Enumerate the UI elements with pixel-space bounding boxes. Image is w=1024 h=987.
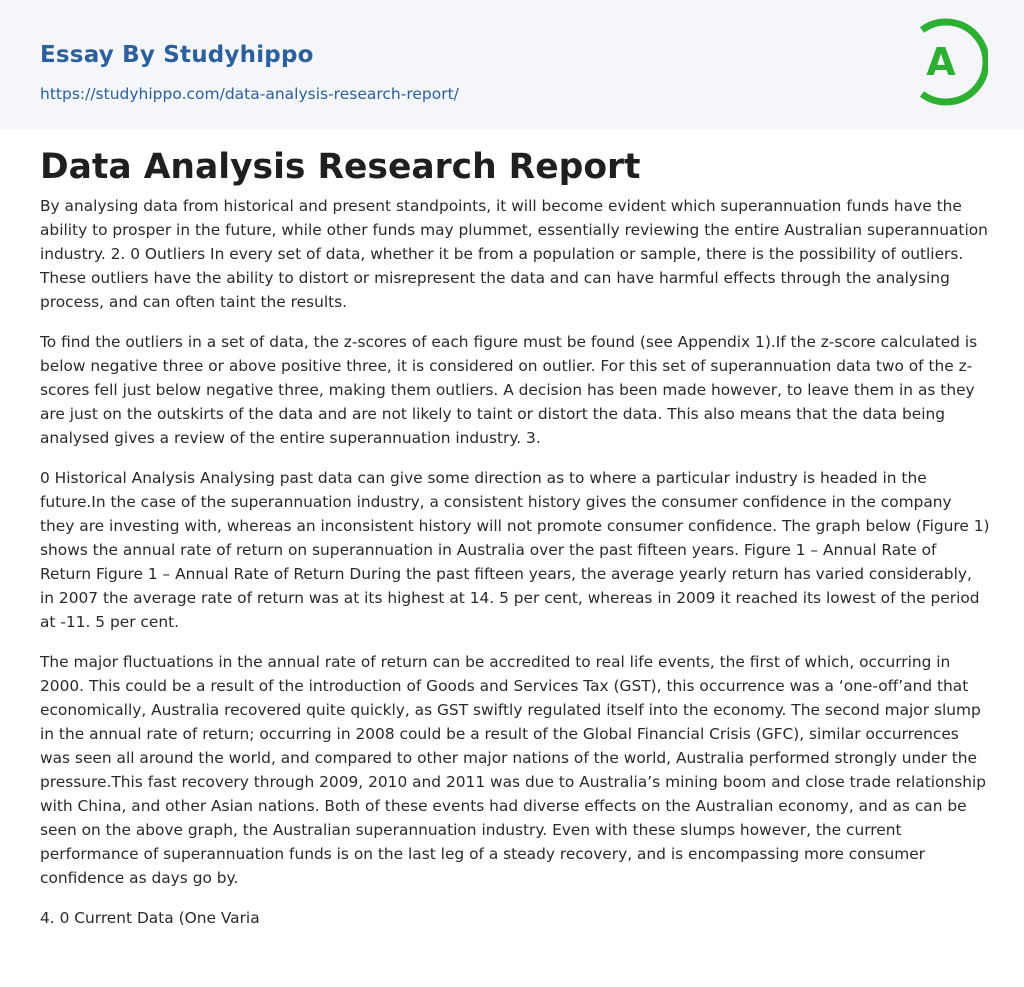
paragraph-historical-analysis: 0 Historical Analysis Analysing past data can give some direction as to where a particular industry is headed in the future.In the case of the superannuation industry, a consistent history gives the consumer confidence in the company they are investing with, whereas an inconsistent history will not promote consumer confidence. The graph below (Figure 1) shows the annual rate of return on superannuation in Australia over the past fifteen years. Figure 1 – Annual Rate of Return Figure 1 – Annual Rate of Return During the past fifteen years, the average yearly return has varied considerably, in 2007 the average rate of return was at its highest at 14. 5 per cent, whereas in 2009 it reached its lowest of the period at -11. 5 per cent. [40, 469, 990, 631]
document-title: Data Analysis Research Report [40, 147, 641, 187]
paragraph-outliers: To find the outliers in a set of data, the z-scores of each figure must be found (see Appendix 1).If the z-score calculated is below negative three or above positive three, it is considered on outlier. For this set of superannuation data two of the z-scores fell just below negative three, making them outliers. A decision has been made however, to leave them in as they are just on the outskirts of the data and are not likely to taint or distort the data. This also means that the data being analysed gives a review of the entire superannuation industry. 3. [40, 333, 978, 447]
studyhippo-logo-icon[interactable] [912, 18, 988, 106]
document-body [40, 144, 990, 946]
source-url-link[interactable]: https://studyhippo.com/data-analysis-research-report/ [40, 85, 459, 103]
site-header [0, 0, 1024, 129]
logo-letter: A [926, 40, 956, 84]
paragraph-intro: By analysing data from historical and present standpoints, it will become evident which superannuation funds have the ability to prosper in the future, while other funds may plummet, essentially reviewing the entire Australian superannuation industry. 2. 0 Outliers In every set of data, whether it be from a population or sample, there is the possibility of outliers. These outliers have the ability to distort or misrepresent the data and can have harmful effects through the analysing process, and can often taint the results. [40, 197, 988, 311]
paragraph-fluctuations: The major fluctuations in the annual rate of return can be accredited to real life events, the first of which, occurring in 2000. This could be a result of the introduction of Goods and Services Tax (GST), this occurrence was a ‘one-off’and that economically, Australia recovered quite quickly, as GST swiftly regulated itself into the economy. The second major slump in the annual rate of return; occurring in 2008 could be a result of the Global Financial Crisis (GFC), similar occurrences was seen all around the world, and compared to other major nations of the world, Australia performed strongly under the pressure.This fast recovery through 2009, 2010 and 2011 was due to Australia’s mining boom and close trade relationship with China, and other Asian nations. Both of these events had diverse effects on the Australian economy, and as can be seen on the above graph, the Australian superannuation industry. Even with these slumps however, the current performance of superannuation funds is on the last leg of a steady recovery, and is encompassing more consumer confidence as days go by. [40, 653, 987, 887]
paragraph-current-data: 4. 0 Current Data (One Varia [40, 909, 260, 927]
brand-title[interactable]: Essay By Studyhippo [40, 42, 314, 68]
